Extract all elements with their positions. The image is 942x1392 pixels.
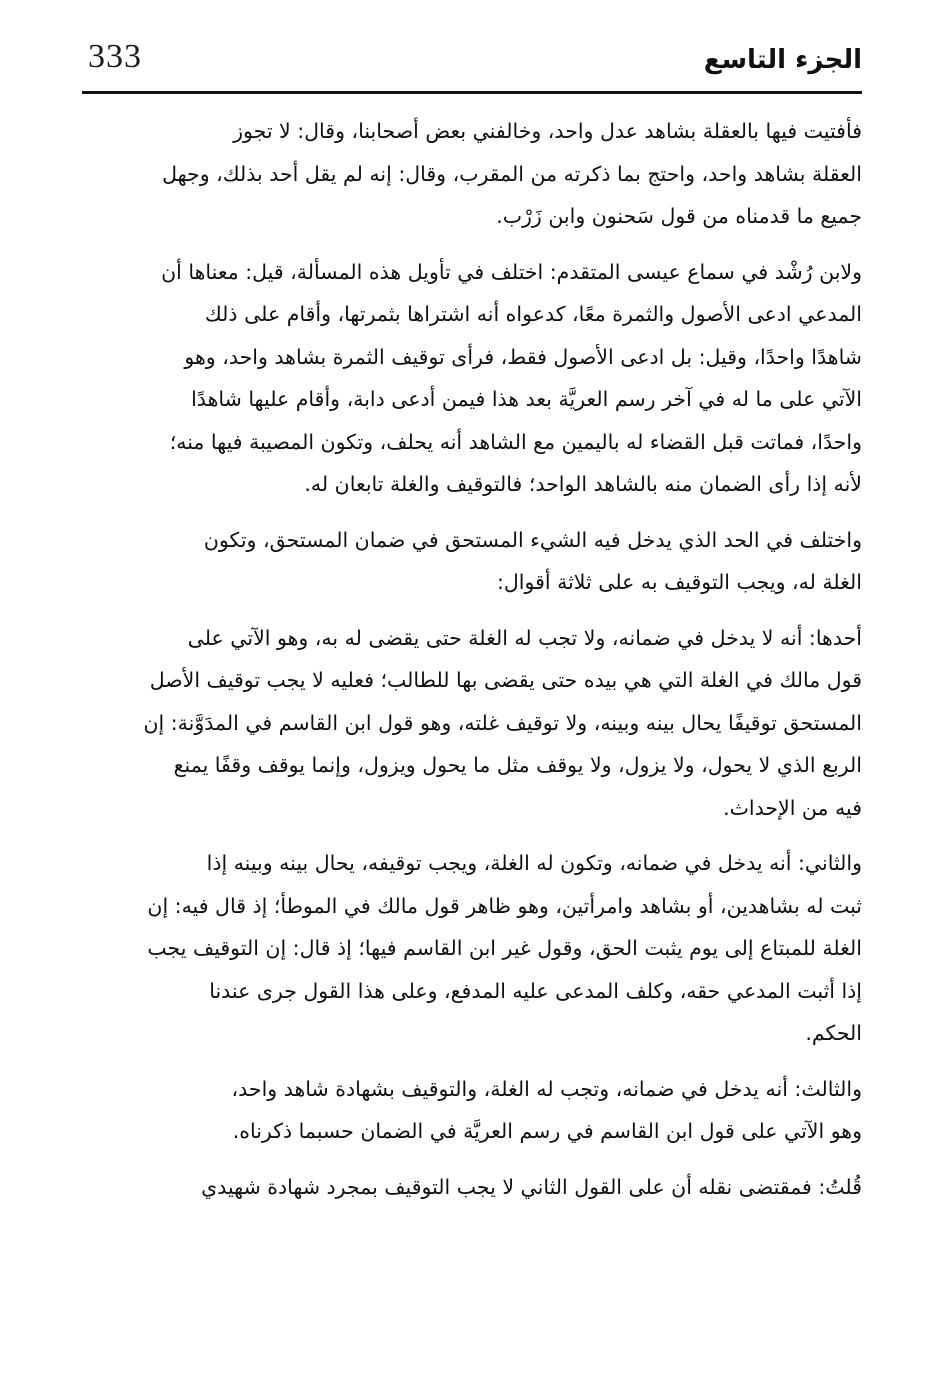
text-line: جميع ما قدمناه من قول سَحنون وابن زَرْب. [496, 204, 862, 228]
text-line: الربع الذي لا يحول، ولا يزول، ولا يوقف مثل ما يحول ويزول، وإنما يوقف وقفًا يمنع [173, 753, 862, 777]
text-line: أحدها: أنه لا يدخل في ضمانه، ولا تجب له الغلة حتى يقضى له به، وهو الآتي على [187, 625, 862, 650]
text-line: لأنه إذا رأى الضمان منه بالشاهد الواحد؛ فالتوقيف والغلة تابعان له. [304, 472, 862, 496]
text-line: والثاني: أنه يدخل في ضمانه، وتكون له الغلة، ويجب توقيفه، يحال بينه وبينه إذا [206, 851, 862, 875]
text-line: المستحق توقيفًا يحال بينه وبينه، ولا توقيف غلته، وهو قول ابن القاسم في المدَوَّنة: إن [143, 710, 862, 735]
page-number: 333 [88, 38, 142, 75]
paragraph-1 [82, 110, 862, 238]
paragraph-3 [82, 519, 862, 604]
paragraph-7 [82, 1166, 862, 1209]
running-title: الجزء التاسع [703, 45, 862, 75]
text-line: الغلة للمبتاع إلى يوم يثبت الحق، وقول غير ابن القاسم فيها؛ إذ قال: إن التوقيف يجب [147, 936, 862, 960]
paragraph-6 [82, 1068, 862, 1153]
page-header [82, 34, 862, 96]
body-text [82, 110, 862, 1221]
header-rule [82, 91, 862, 94]
text-line: الآتي على ما له في آخر رسم العريَّة بعد هذا فيمن أدعى دابة، وأقام عليها شاهدًا [191, 387, 862, 411]
text-line: الغلة له، ويجب التوقيف به على ثلاثة أقوال: [497, 570, 862, 594]
text-line: العقلة بشاهد واحد، واحتج بما ذكرته من المقرب، وقال: إنه لم يقل أحد بذلك، وجهل [162, 161, 862, 186]
text-line: واحدًا، فماتت قبل القضاء له باليمين مع الشاهد أنه يحلف، وتكون المصيبة فيها منه؛ [169, 429, 862, 454]
text-line: ثبت له بشاهدين، أو بشاهد وامرأتين، وهو ظاهر قول مالك في الموطأ؛ إذ قال فيه: إن [147, 893, 862, 918]
paragraph-2 [82, 251, 862, 506]
text-line: وهو الآتي على قول ابن القاسم في رسم العريَّة في الضمان حسبما ذكرناه. [232, 1119, 862, 1143]
text-line: قُلتُ: فمقتضى نقله أن على القول الثاني لا يجب التوقيف بمجرد شهادة شهيدي [201, 1174, 862, 1199]
text-line: المدعي ادعى الأصول والثمرة معًا، كدعواه أنه اشتراها بثمرتها، وأقام على ذلك [204, 302, 862, 326]
paragraph-4 [82, 617, 862, 830]
text-line: فيه من الإحداث. [723, 795, 862, 820]
text-line: ولابن رُشْد في سماع عيسى المتقدم: اختلف في تأويل هذه المسألة، قيل: معناها أن [161, 259, 862, 284]
text-line: إذا أثبت المدعي حقه، وكلف المدعى عليه المدفع، وعلى هذا القول جرى عندنا [209, 978, 862, 1003]
text-line: شاهدًا واحدًا، وقيل: بل ادعى الأصول فقط، فرأى توقيف الثمرة بشاهد واحد، وهو [184, 344, 862, 369]
text-line: الحكم. [805, 1021, 862, 1045]
text-line: قول مالك في الغلة التي هي بيده حتى يقضى بها للطالب؛ فعليه لا يجب توقيف الأصل [149, 668, 862, 692]
text-line: فأفتيت فيها بالعقلة بشاهد عدل واحد، وخالفني بعض أصحابنا، وقال: لا تجوز [233, 119, 862, 143]
text-line: والثالث: أنه يدخل في ضمانه، وتجب له الغلة، والتوقيف بشهادة شاهد واحد، [231, 1076, 862, 1101]
paragraph-5 [82, 842, 862, 1055]
text-line: واختلف في الحد الذي يدخل فيه الشيء المستحق في ضمان المستحق، وتكون [203, 527, 862, 552]
